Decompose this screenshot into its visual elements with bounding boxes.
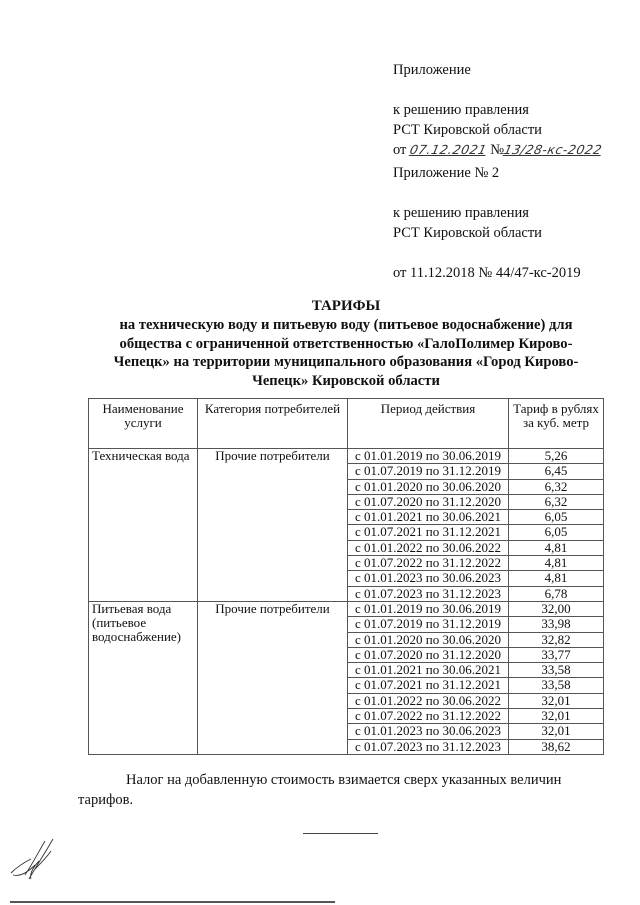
- title-line-1: на техническую воду и питьевую воду (питьевое водоснабжение) для: [119, 316, 573, 333]
- period-cell: с 01.07.2019 по 31.12.2019: [348, 617, 509, 632]
- title-line-4: Чепецк» Кировской области: [252, 373, 440, 390]
- appendix-current-title: Приложение: [393, 62, 471, 78]
- period-cell: с 01.01.2023 по 30.06.2023: [348, 571, 509, 586]
- tariff-cell: 5,26: [509, 449, 604, 464]
- tariff-cell: 32,01: [509, 709, 604, 724]
- table-row: [89, 449, 604, 464]
- period-cell: с 01.01.2021 по 30.06.2021: [348, 510, 509, 525]
- period-cell: с 01.01.2022 по 30.06.2022: [348, 540, 509, 555]
- period-cell: с 01.07.2022 по 31.12.2022: [348, 556, 509, 571]
- period-cell: с 01.01.2021 по 30.06.2021: [348, 663, 509, 678]
- column-header-service: Наименование услуги: [89, 399, 198, 449]
- period-cell: с 01.07.2020 по 31.12.2020: [348, 647, 509, 662]
- tariff-cell: 4,81: [509, 556, 604, 571]
- service-name-cell: Техническая вода: [89, 449, 198, 602]
- document-title: [90, 297, 602, 391]
- tariff-cell: 33,77: [509, 647, 604, 662]
- title-line-2: общества с ограниченной ответственностью «ГалоПолимер Кирово-: [119, 335, 573, 352]
- column-header-tariff: Тариф в рублях за куб. метр: [509, 399, 604, 449]
- tariff-cell: 38,62: [509, 739, 604, 754]
- tariffs-table: [88, 398, 604, 755]
- appendix-current-line1: к решению правления: [393, 102, 529, 118]
- column-header-category: Категория потребителей: [198, 399, 348, 449]
- appendix-original-line2: РСТ Кировской области: [393, 225, 542, 241]
- appendix-original-line1: к решению правления: [393, 205, 529, 221]
- table-header-row: [89, 399, 604, 449]
- tariff-cell: 6,78: [509, 586, 604, 601]
- tariff-cell: 32,01: [509, 693, 604, 708]
- period-cell: с 01.07.2021 по 31.12.2021: [348, 525, 509, 540]
- tariff-cell: 4,81: [509, 571, 604, 586]
- period-cell: с 01.07.2019 по 31.12.2019: [348, 464, 509, 479]
- appendix-current-date-line: [393, 140, 602, 160]
- bottom-rule: [10, 901, 335, 903]
- signature-glyph-icon: [5, 835, 75, 885]
- period-cell: с 01.07.2021 по 31.12.2021: [348, 678, 509, 693]
- period-cell: с 01.01.2020 по 30.06.2020: [348, 479, 509, 494]
- vat-footnote: Налог на добавленную стоимость взимается сверх указанных величин тарифов.: [78, 772, 562, 808]
- appendix-current-line2: РСТ Кировской области: [393, 122, 542, 138]
- tariff-cell: 32,00: [509, 601, 604, 616]
- tariff-cell: 6,32: [509, 494, 604, 509]
- tariff-cell: 33,58: [509, 663, 604, 678]
- table-row: [89, 601, 604, 616]
- service-name-cell: Питьевая вода (питьевое водоснабжение): [89, 601, 198, 754]
- period-cell: с 01.01.2023 по 30.06.2023: [348, 724, 509, 739]
- tariff-cell: 4,81: [509, 540, 604, 555]
- appendix-current: [393, 60, 602, 160]
- appendix-original: [393, 163, 581, 283]
- tariff-cell: 32,82: [509, 632, 604, 647]
- period-cell: с 01.01.2019 по 30.06.2019: [348, 449, 509, 464]
- tariff-cell: 6,45: [509, 464, 604, 479]
- title-main: ТАРИФЫ: [311, 298, 381, 314]
- period-cell: с 01.07.2020 по 31.12.2020: [348, 494, 509, 509]
- handwritten-number: 13/28-кс-2022: [502, 142, 604, 157]
- tariff-cell: 32,01: [509, 724, 604, 739]
- handwritten-signature-icon: [5, 835, 75, 890]
- category-cell: Прочие потребители: [198, 601, 348, 754]
- period-cell: с 01.07.2023 по 31.12.2023: [348, 586, 509, 601]
- tariff-cell: 6,32: [509, 479, 604, 494]
- column-header-period: Период действия: [348, 399, 509, 449]
- period-cell: с 01.01.2019 по 30.06.2019: [348, 601, 509, 616]
- title-line-3: Чепецк» на территории муниципального образования «Город Кирово-: [113, 354, 579, 371]
- appendix-original-title: Приложение № 2: [393, 165, 500, 181]
- period-cell: с 01.07.2022 по 31.12.2022: [348, 709, 509, 724]
- period-cell: с 01.01.2022 по 30.06.2022: [348, 693, 509, 708]
- date-prefix: от: [393, 142, 407, 158]
- period-cell: с 01.07.2023 по 31.12.2023: [348, 739, 509, 754]
- period-cell: с 01.01.2020 по 30.06.2020: [348, 632, 509, 647]
- tariff-cell: 33,58: [509, 678, 604, 693]
- separator-line: [303, 833, 378, 834]
- handwritten-date: 07.12.2021: [408, 142, 489, 157]
- tariff-cell: 33,98: [509, 617, 604, 632]
- appendix-original-date-line: от 11.12.2018 № 44/47-кс-2019: [393, 265, 581, 281]
- number-prefix: №: [490, 142, 505, 158]
- tariff-cell: 6,05: [509, 510, 604, 525]
- category-cell: Прочие потребители: [198, 449, 348, 602]
- tariff-cell: 6,05: [509, 525, 604, 540]
